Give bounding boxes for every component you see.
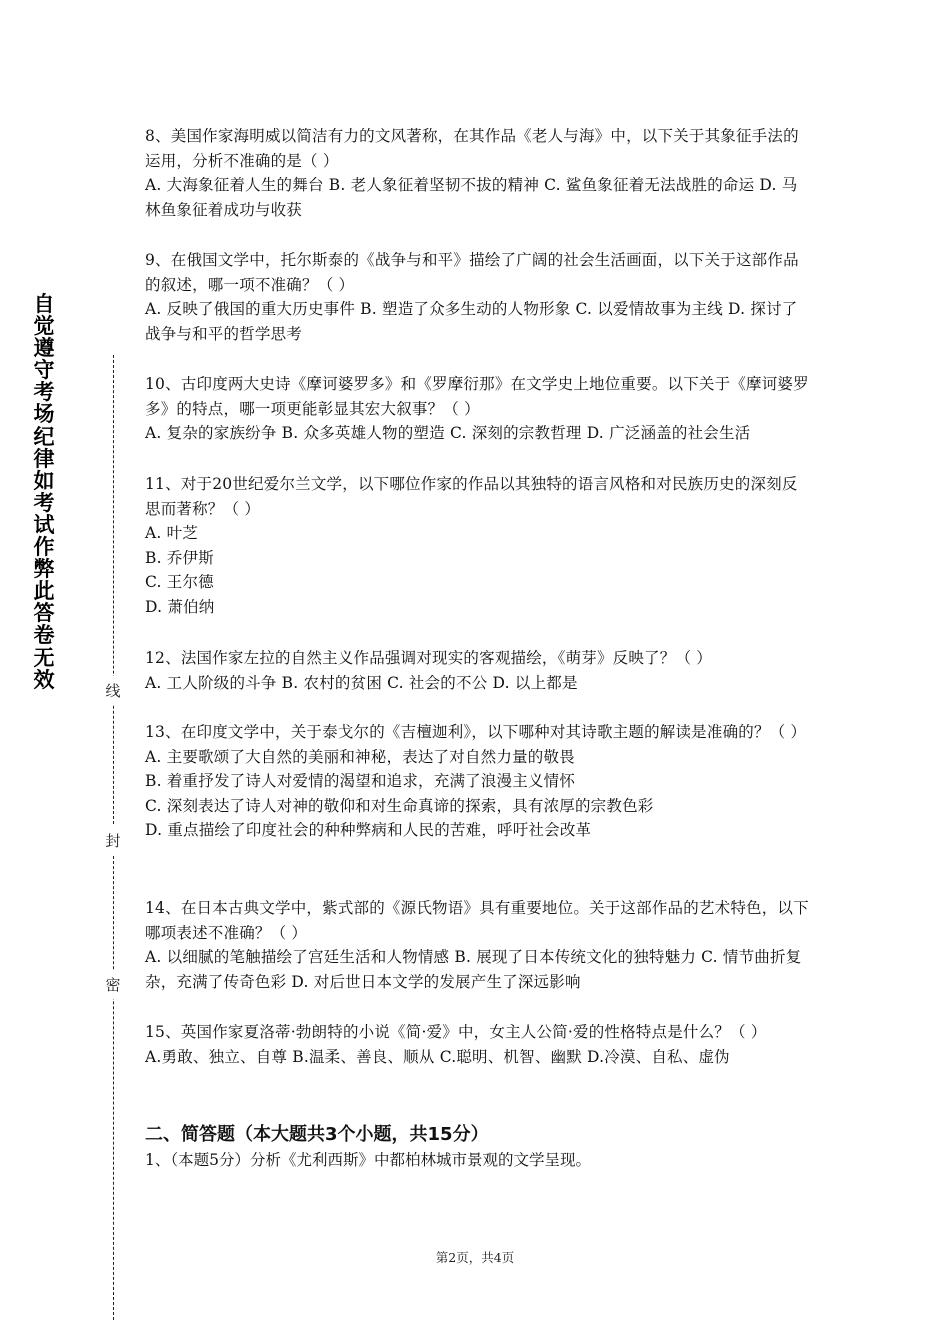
option: C. 王尔德 <box>145 573 214 592</box>
question-stem: 12、法国作家左拉的自然主义作品强调对现实的客观描绘，《萌芽》反映了？（ ） <box>145 649 713 667</box>
question-15 <box>145 1020 810 1069</box>
question-8 <box>145 124 810 222</box>
section-title: 二、简答题（本大题共3个小题，共15分） <box>145 1124 489 1145</box>
question-13 <box>145 720 810 843</box>
exam-discipline-notice: 自觉遵守考场纪律如考试作弊此答卷无效 <box>33 292 55 692</box>
binding-mark-xian: 线 <box>104 676 122 705</box>
question-10 <box>145 372 810 446</box>
option: A. 叶芝 <box>145 524 199 543</box>
question-stem: 14、在日本古典文学中，紫式部的《源氏物语》具有重要地位。关于这部作品的艺术特色，以下哪项表述不准确？（ ） <box>145 899 809 942</box>
question-options: A.勇敢、独立、自尊 B.温柔、善良、顺从 C.聪明、机智、幽默 D.冷漠、自私、虚伪 <box>145 1047 730 1066</box>
option: D. 重点描绘了印度社会的种种弊病和人民的苦难，呼吁社会改革 <box>145 821 592 840</box>
option: D. 萧伯纳 <box>145 597 215 616</box>
option: A. 主要歌颂了大自然的美丽和神秘，表达了对自然力量的敬畏 <box>145 747 575 766</box>
page-number: 第2页，共4页 <box>435 1250 515 1265</box>
question-9 <box>145 248 810 346</box>
question-stem: 8、美国作家海明威以简洁有力的文风著称，在其作品《老人与海》中，以下关于其象征手法的运用，分析不准确的是（ ） <box>145 127 799 170</box>
question-12 <box>145 646 810 695</box>
short-answer-question-1: 1、（本题5分）分析《尤利西斯》中都柏林城市景观的文学呈现。 <box>145 1151 591 1169</box>
question-stem: 9、在俄国文学中，托尔斯泰的《战争与和平》描绘了广阔的社会生活画面，以下关于这部作品的叙述，哪一项不准确？（ ） <box>145 251 799 294</box>
option: B. 乔伊斯 <box>145 548 214 567</box>
question-options: A. 工人阶级的斗争 B. 农村的贫困 C. 社会的不公 D. 以上都是 <box>145 673 578 692</box>
question-stem: 10、古印度两大史诗《摩诃婆罗多》和《罗摩衍那》在文学史上地位重要。以下关于《摩诃婆罗多》的特点，哪一项更能彰显其宏大叙事？（ ） <box>145 375 809 418</box>
question-stem: 13、在印度文学中，关于泰戈尔的《吉檀迦利》，以下哪种对其诗歌主题的解读是准确的？（ ） <box>145 723 807 741</box>
question-options: A. 反映了俄国的重大历史事件 B. 塑造了众多生动的人物形象 C. 以爱情故事为主线 D. 探讨了战争与和平的哲学思考 <box>145 300 798 343</box>
question-14 <box>145 896 810 994</box>
option: C. 深刻表达了诗人对神的敬仰和对生命真谛的探索，具有浓厚的宗教色彩 <box>145 796 654 815</box>
question-stem: 15、英国作家夏洛蒂·勃朗特的小说《简·爱》中，女主人公简·爱的性格特点是什么？（ ） <box>145 1023 767 1041</box>
question-options: A. 以细腻的笔触描绘了宫廷生活和人物情感 B. 展现了日本传统文化的独特魅力 C. 情节曲折复杂，充满了传奇色彩 D. 对后世日本文学的发展产生了深远影响 <box>145 948 802 991</box>
question-stem: 11、对于20世纪爱尔兰文学，以下哪位作家的作品以其独特的语言风格和对民族历史的深刻反思而著称？（ ） <box>145 475 798 518</box>
binding-mark-feng: 封 <box>104 826 122 855</box>
option: B. 着重抒发了诗人对爱情的渴望和追求，充满了浪漫主义情怀 <box>145 772 576 791</box>
binding-mark-mi: 密 <box>104 970 122 999</box>
question-11 <box>145 472 810 620</box>
question-options: A. 大海象征着人生的舞台 B. 老人象征着坚韧不拔的精神 C. 鲨鱼象征着无法战胜的命运 D. 马林鱼象征着成功与收获 <box>145 176 798 219</box>
question-options: A. 复杂的家族纷争 B. 众多英雄人物的塑造 C. 深刻的宗教哲理 D. 广泛涵盖的社会生活 <box>145 424 751 443</box>
